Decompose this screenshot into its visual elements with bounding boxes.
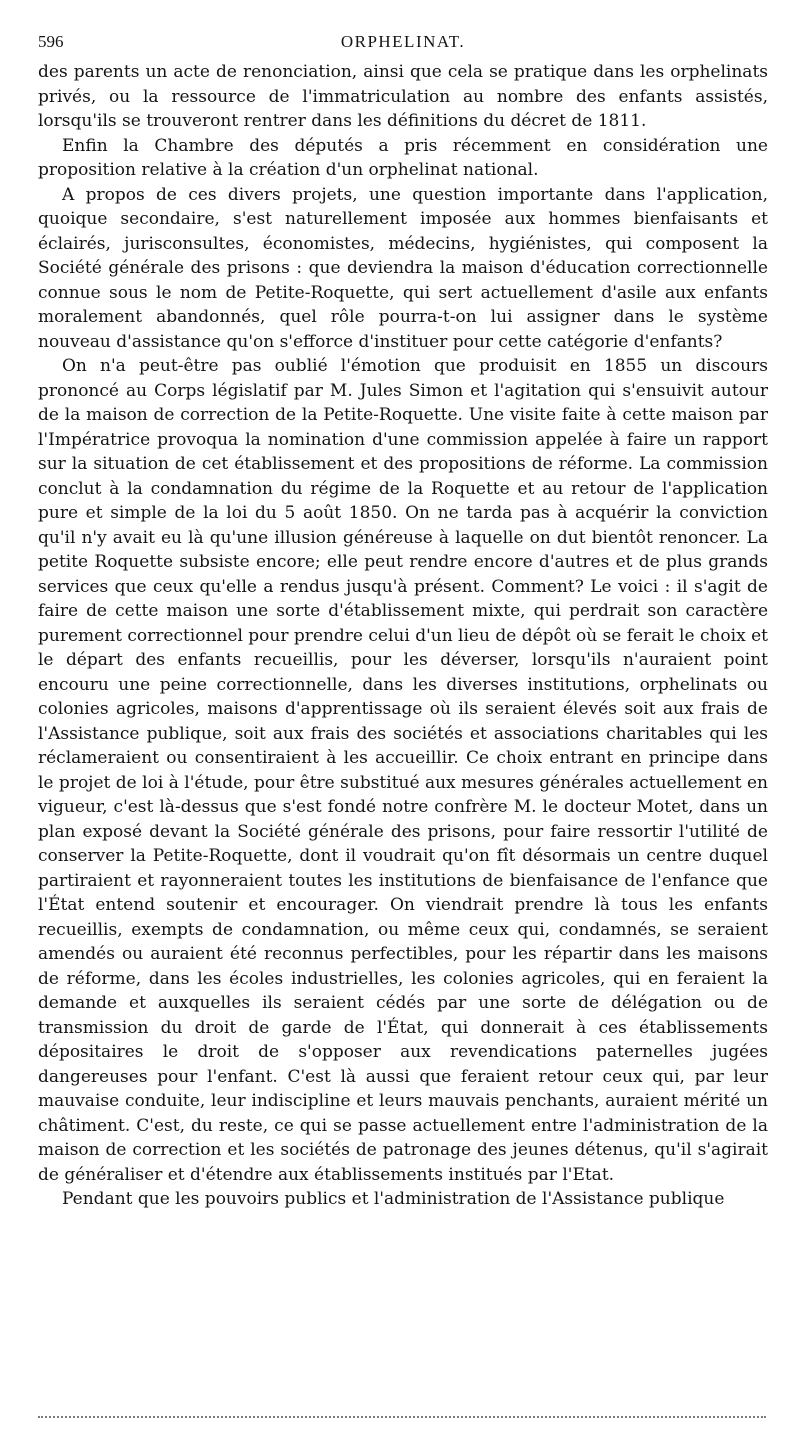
page-number: 596 — [38, 32, 64, 51]
running-title: ORPHELINAT. — [340, 32, 466, 51]
body-text — [38, 60, 768, 1212]
page-header — [38, 30, 768, 60]
paragraph: Enfin la Chambre des députés a pris récemment en considération une proposition relative à la création d'un orphelinat national. — [38, 135, 768, 180]
paragraph: A propos de ces divers projets, une question importante dans l'application, quoique secondaire, s'est naturellement imposée aux hommes bienfaisants et éclairés, jurisconsultes, économistes, médecins, hygiénistes, qui composent la Société générale des prisons : que deviendra la maison d'éducation correctionnelle connue sous le nom de Petite-Roquette, qui sert actuellement d'asile aux enfants moralement abandonnés, quel rôle pourra-t-on lui assigner dans le système nouveau d'assistance qu'on s'efforce d'instituer pour cette catégorie d'enfants? — [38, 184, 768, 352]
paragraph-last: Pendant que les pouvoirs publics et l'administration de l'Assistance publique — [62, 1189, 725, 1209]
book-page — [38, 30, 768, 1212]
paragraph-continued: des parents un acte de renonciation, ainsi que cela se pratique dans les orphelinats privés, ou la ressource de l'immatriculation au nombre des enfants assistés, lorsqu'ils se trouveront rentrer dans les définitions du décret de 1811. — [38, 62, 768, 131]
footer-rule — [38, 1416, 766, 1418]
paragraph: On n'a peut-être pas oublié l'émotion que produisit en 1855 un discours prononcé au Corps législatif par M. Jules Simon et l'agitation qui s'ensuivit autour de la maison de correction de la Petite-Roquette. Une visite faite à cette maison par l'Impératrice provoqua la nomination d'une commission appelée à faire un rapport sur la situation de cet établissement et des propositions de réforme. La commission conclut à la condamnation du régime de la Roquette et au retour de l'application pure et simple de la loi du 5 août 1850. On ne tarda pas à acquérir la conviction qu'il n'y avait eu là qu'une illusion généreuse à laquelle on dut bientôt renoncer. La petite Roquette subsiste encore; elle peut rendre encore d'autres et de plus grands services que ceux qu'elle a rendus jusqu'à présent. Comment? Le voici : il s'agit de faire de cette maison une sorte d'établissement mixte, qui perdrait son caractère purement correctionnel pour prendre celui d'un lieu de dépôt où se ferait le choix et le départ des enfants recueillis, pour les déverser, lorsqu'ils n'auraient point encouru une peine correctionnelle, dans les diverses institutions, orphelinats ou colonies agricoles, maisons d'apprentissage où ils seraient élevés soit aux frais de l'Assistance publique, soit aux frais des sociétés et associations charitables qui les réclameraient ou consentiraient à les accueillir. Ce choix entrant en principe dans le projet de loi à l'étude, pour être substitué aux mesures générales actuellement en vigueur, c'est là-dessus que s'est fondé notre confrère M. le docteur Motet, dans un plan exposé devant la Société générale des prisons, pour faire ressortir l'utilité de conserver la Petite-Roquette, dont il voudrait qu'on fît désormais un centre duquel partiraient et rayonneraient toutes les institutions de bienfaisance de l'enfance que l'État entend soutenir et encourager. On viendrait prendre là tous les enfants recueillis, exempts de condamnation, ou même ceux qui, condamnés, se seraient amendés ou auraient été reconnus perfectibles, pour les répartir dans les maisons de réforme, dans les écoles industrielles, les colonies agricoles, qui en feraient la demande et auxquelles ils seraient cédés par une sorte de délégation ou de transmission du droit de garde de l'État, qui donnerait à ces établissements dépositaires le droit de s'opposer aux revendications paternelles jugées dangereuses pour l'enfant. C'est là aussi que feraient retour ceux qui, par leur mauvaise conduite, leur indiscipline et leurs mauvais penchants, auraient mérité un châtiment. C'est, du reste, ce qui se passe actuellement entre l'administration de la maison de correction et les sociétés de patronage des jeunes détenus, qu'il s'agirait de généraliser et d'étendre aux établissements institués par l'Etat. — [38, 356, 768, 1185]
